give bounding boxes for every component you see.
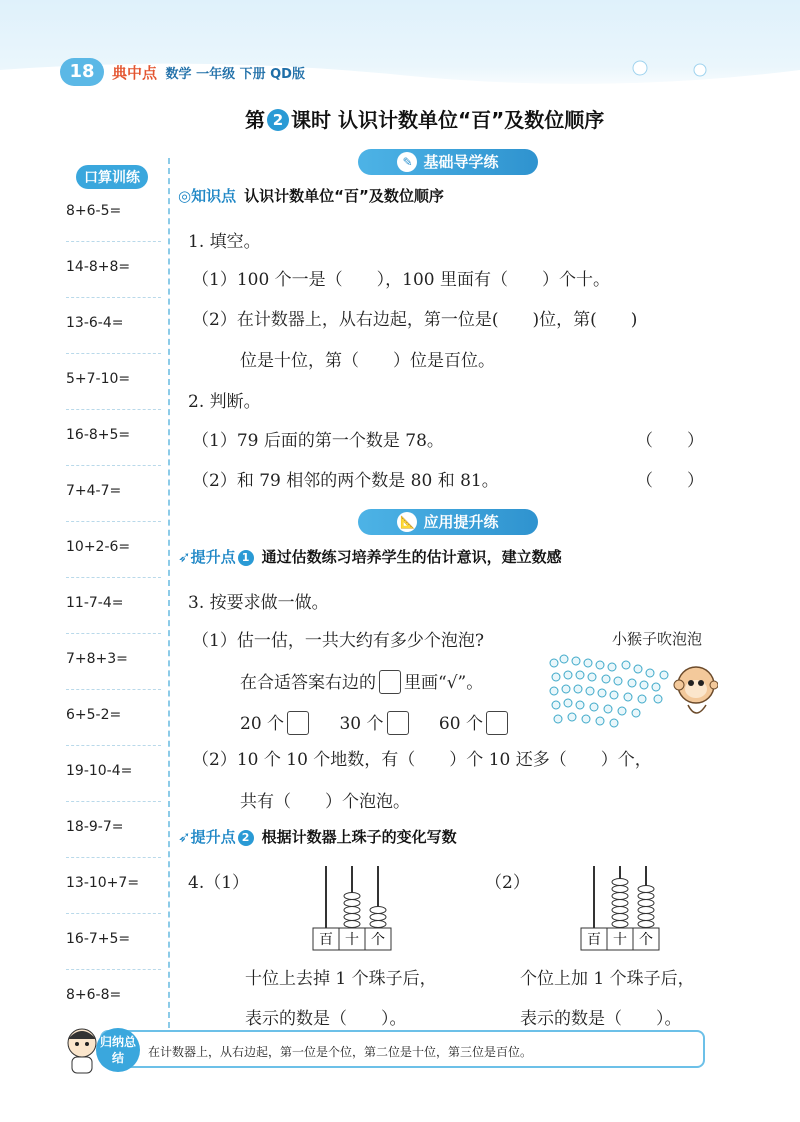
- summary-text: 在计数器上，从右边起，第一位是个位，第二位是十位，第三位是百位。: [148, 1045, 533, 1059]
- series-logo: 典中点: [112, 64, 158, 82]
- q3-1-options: [240, 709, 511, 735]
- option-30-checkbox[interactable]: [387, 711, 409, 735]
- drill-item: 16-8+5=: [66, 427, 131, 443]
- abacus-bead: [638, 907, 654, 914]
- knowledge-text: 认识计数单位“百”及数位顺序: [244, 187, 444, 205]
- abacus-place-label: 十: [613, 932, 627, 948]
- abacus-1: [312, 862, 392, 954]
- option-20-checkbox[interactable]: [287, 711, 309, 735]
- q3-title: 3. 按要求做一做。: [188, 593, 329, 613]
- abacus-place-label: 个: [371, 932, 385, 948]
- q4-label-2: （2）: [485, 873, 530, 893]
- series-title: [112, 62, 305, 83]
- abacus-bead: [344, 893, 360, 900]
- abacus-bead: [638, 914, 654, 921]
- drill-separator: [66, 241, 161, 242]
- abacus-place-label: 十: [345, 932, 359, 948]
- monkey-bubbles-illustration: [548, 653, 718, 728]
- drill-separator: [66, 465, 161, 466]
- abacus-place-label: 百: [319, 932, 333, 948]
- summary-box: [100, 1030, 705, 1068]
- section-banner-apply-label: 应用提升练: [423, 513, 499, 531]
- abacus-bead: [370, 907, 386, 914]
- series-text: 数学 一年级 下册 QD版: [165, 67, 305, 82]
- abacus-place-label: 百: [587, 932, 601, 948]
- q3-1-instruction: [240, 668, 483, 694]
- drill-item: 10+2-6=: [66, 539, 131, 555]
- compass-icon: ✎: [397, 152, 417, 172]
- drill-item: 8+6-5=: [66, 203, 122, 219]
- drill-separator: [66, 521, 161, 522]
- target-icon: ◎: [178, 187, 192, 205]
- drill-separator: [66, 353, 161, 354]
- abacus-bead: [638, 886, 654, 893]
- abacus-bead: [370, 914, 386, 921]
- abacus-bead: [612, 914, 628, 921]
- page-number: 18: [60, 58, 104, 86]
- drill-separator: [66, 913, 161, 914]
- improve-label-text: 提升点: [190, 548, 236, 566]
- drill-item: 5+7-10=: [66, 371, 131, 387]
- drill-separator: [66, 297, 161, 298]
- abacus-bead: [638, 921, 654, 928]
- improve-point-2: [178, 826, 457, 847]
- instruction-part-a: 在合适答案右边的: [240, 673, 376, 693]
- abacus-bead: [612, 886, 628, 893]
- drill-separator: [66, 801, 161, 802]
- lesson-suffix: 课时 认识计数单位“百”及数位顺序: [291, 108, 605, 132]
- mental-math-sidebar: [58, 158, 171, 1028]
- abacus-bead: [344, 900, 360, 907]
- q1-title: 1. 填空。: [188, 232, 261, 252]
- q2-2: （2）和 79 相邻的两个数是 80 和 81。: [192, 471, 499, 491]
- q1-1: （1）100 个一是（ ），100 里面有（ ）个十。: [192, 270, 611, 290]
- drill-separator: [66, 857, 161, 858]
- sidebar-divider: [168, 158, 170, 1028]
- knowledge-label: [178, 187, 236, 205]
- abacus-bead: [612, 900, 628, 907]
- abacus-place-label: 个: [639, 932, 653, 948]
- abacus-bead: [612, 907, 628, 914]
- image-caption: 小猴子吹泡泡: [612, 630, 703, 648]
- summary-tag: 归纳总结: [96, 1028, 140, 1072]
- abacus-bead: [612, 879, 628, 886]
- drill-separator: [66, 689, 161, 690]
- sample-checkbox: [379, 670, 401, 694]
- drill-item: 19-10-4=: [66, 763, 133, 779]
- drill-separator: [66, 969, 161, 970]
- drill-item: 16-7+5=: [66, 931, 131, 947]
- improve-point-1-label: [178, 548, 254, 566]
- drill-separator: [66, 633, 161, 634]
- drill-item: 7+8+3=: [66, 651, 128, 667]
- rocket-icon: ➶: [178, 548, 191, 566]
- lesson-prefix: 第: [245, 108, 265, 132]
- q2-1: （1）79 后面的第一个数是 78。: [192, 431, 444, 451]
- improve-label-text: 提升点: [190, 828, 236, 846]
- rocket-icon: ➶: [178, 828, 191, 846]
- improve-point-2-num: 2: [238, 830, 254, 846]
- abacus-bead: [344, 907, 360, 914]
- improve-point-1-text: 通过估数练习培养学生的估计意识，建立数感: [261, 548, 562, 566]
- q4-label: 4.（1）: [188, 873, 250, 893]
- drill-separator: [66, 745, 161, 746]
- lesson-title: [245, 104, 604, 133]
- abacus-bead: [638, 893, 654, 900]
- q2-title: 2. 判断。: [188, 392, 261, 412]
- drill-item: 7+4-7=: [66, 483, 122, 499]
- abacus-bead: [612, 893, 628, 900]
- lesson-number: 2: [267, 109, 289, 131]
- q4-2b: 表示的数是（ ）。: [520, 1009, 682, 1029]
- q4-2a: 个位上加 1 个珠子后，: [520, 969, 695, 989]
- drill-separator: [66, 409, 161, 410]
- sidebar-badge: [66, 163, 166, 189]
- drill-item: 13-6-4=: [66, 315, 124, 331]
- q3-1: （1）估一估，一共大约有多少个泡泡?: [192, 631, 484, 651]
- option-60-checkbox[interactable]: [486, 711, 508, 735]
- drill-item: 6+5-2=: [66, 707, 122, 723]
- ruler-icon: 📐: [397, 512, 417, 532]
- abacus-bead: [370, 921, 386, 928]
- sidebar-title: 口算训练: [76, 165, 148, 189]
- knowledge-point: [178, 185, 444, 206]
- instruction-part-b: 里画“√”。: [404, 673, 484, 693]
- option-20: 20 个: [240, 714, 285, 734]
- drill-item: 11-7-4=: [66, 595, 124, 611]
- knowledge-label-text: 知识点: [191, 187, 237, 205]
- improve-point-1-num: 1: [238, 550, 254, 566]
- q2-2-answer[interactable]: （ ）: [636, 471, 704, 491]
- drill-item: 18-9-7=: [66, 819, 124, 835]
- section-banner-basic-label: 基础导学练: [423, 153, 499, 171]
- q4-1a: 十位上去掉 1 个珠子后，: [245, 969, 437, 989]
- q1-2a: （2）在计数器上，从右边起，第一位是( )位，第( ): [192, 310, 638, 330]
- q1-2b: 位是十位，第（ ）位是百位。: [240, 351, 495, 371]
- drill-item: 14-8+8=: [66, 259, 131, 275]
- section-banner-apply: [358, 509, 538, 535]
- q3-2a: （2）10 个 10 个地数，有（ ）个 10 还多（ ）个，: [192, 750, 652, 770]
- abacus-2: [580, 862, 660, 954]
- abacus-bead: [638, 900, 654, 907]
- abacus-bead: [344, 914, 360, 921]
- drill-item: 13-10+7=: [66, 875, 140, 891]
- option-30: 30 个: [339, 714, 384, 734]
- option-60: 60 个: [438, 714, 483, 734]
- q2-1-answer[interactable]: （ ）: [636, 431, 704, 451]
- improve-point-2-label: [178, 828, 254, 846]
- q4-1b: 表示的数是（ ）。: [245, 1009, 407, 1029]
- section-banner-basic: [358, 149, 538, 175]
- abacus-bead: [612, 921, 628, 928]
- improve-point-2-text: 根据计数器上珠子的变化写数: [261, 828, 457, 846]
- drill-separator: [66, 577, 161, 578]
- q3-2b: 共有（ ）个泡泡。: [240, 792, 410, 812]
- drill-item: 8+6-8=: [66, 987, 122, 1003]
- abacus-bead: [344, 921, 360, 928]
- improve-point-1: [178, 546, 562, 567]
